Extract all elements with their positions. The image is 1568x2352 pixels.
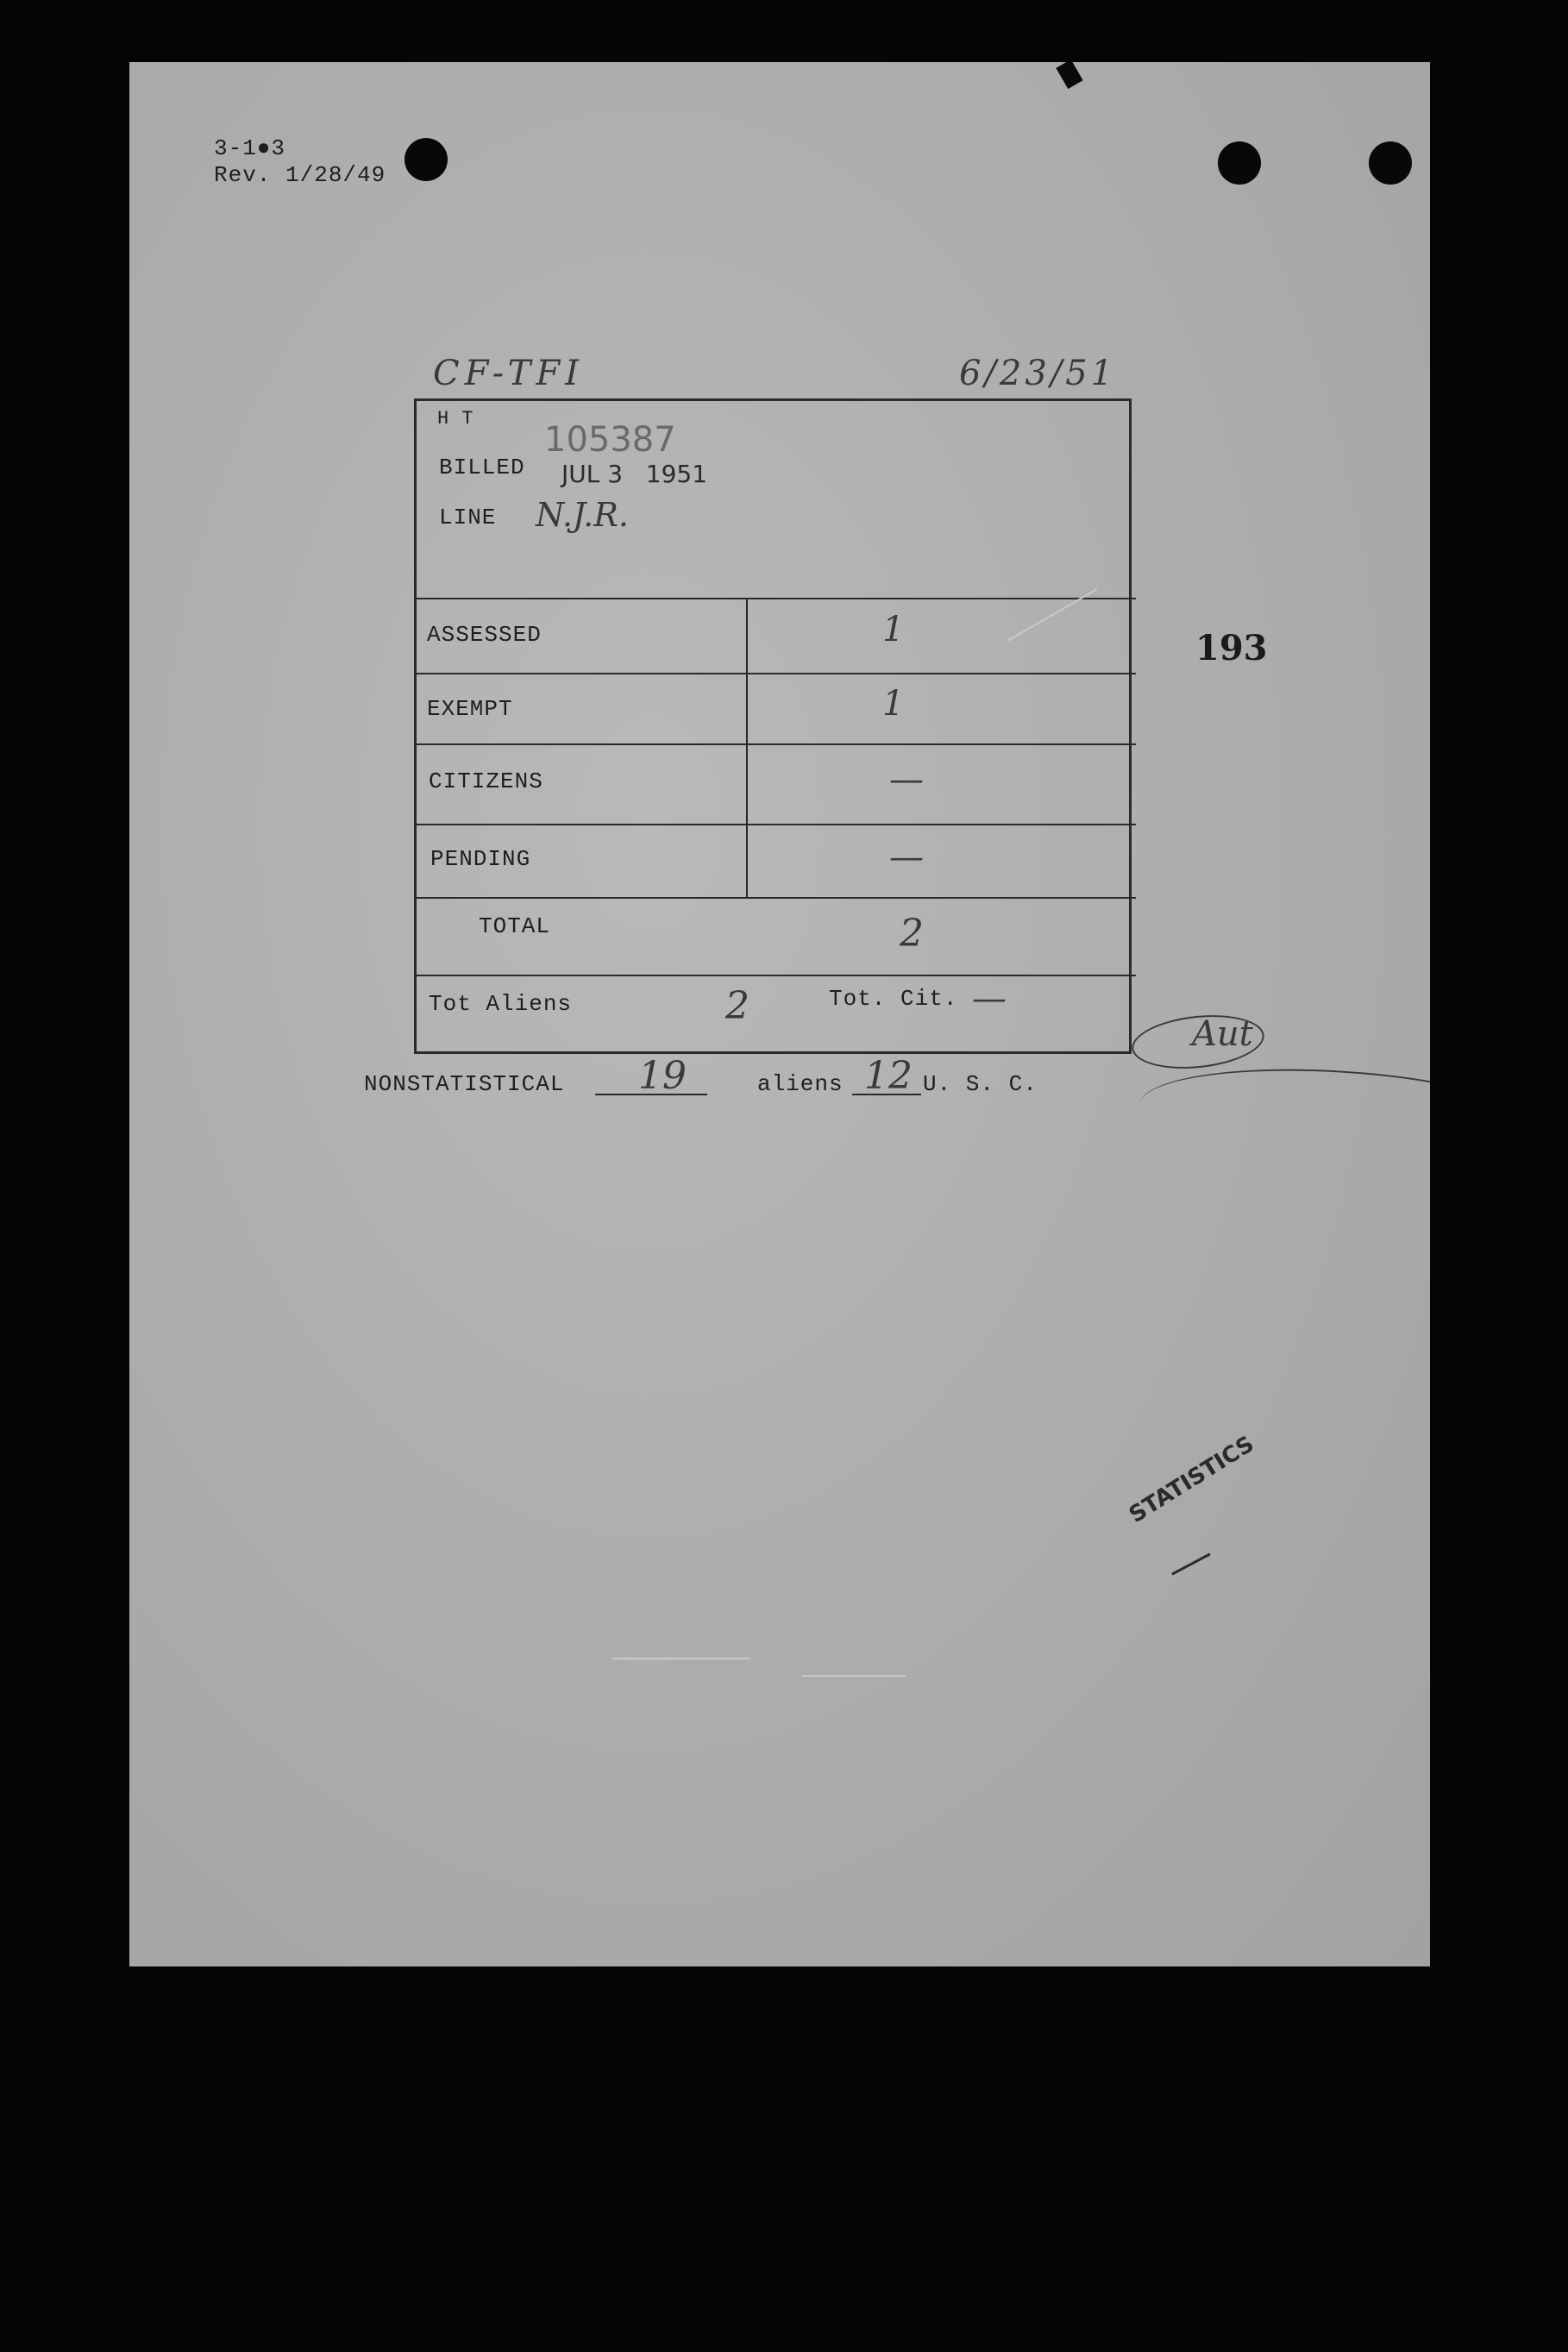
nonstatistical-usc-value: 12 [864, 1054, 913, 1098]
line-value: N.J.R. [536, 496, 629, 534]
handwritten-code: CF-TFI [433, 354, 584, 393]
row-divider [417, 673, 1136, 674]
total-label: TOTAL [479, 913, 551, 939]
exempt-value: 1 [882, 684, 905, 724]
row-divider [417, 975, 1136, 976]
punch-hole [1369, 141, 1412, 185]
pending-value: — [889, 837, 924, 877]
paper-tear [1056, 62, 1082, 89]
nonstatistical-aliens-value: 19 [638, 1054, 687, 1098]
billed-date-stamp: JUL 3 1951 [561, 460, 708, 488]
usc-label: U. S. C. [923, 1071, 1038, 1097]
tot-cit-value: — [972, 979, 1007, 1019]
tot-aliens-label: Tot Aliens [429, 991, 573, 1017]
assessed-label: ASSESSED [427, 622, 542, 648]
assessed-value: 1 [882, 610, 905, 649]
row-divider [417, 743, 1136, 745]
stamp-mark [1171, 1552, 1211, 1575]
tot-cit-label: Tot. Cit. [829, 986, 958, 1012]
line-label: LINE [439, 505, 497, 530]
punch-hole [1218, 141, 1261, 185]
handwritten-date: 6/23/51 [959, 354, 1117, 393]
form-revision: Rev. 1/28/49 [214, 162, 386, 188]
aliens-label: aliens [757, 1071, 844, 1097]
ht-label: H T [437, 408, 474, 430]
document-page [129, 62, 1430, 1966]
row-divider [417, 824, 1136, 825]
exempt-label: EXEMPT [427, 696, 513, 722]
nonstatistical-label: NONSTATISTICAL [364, 1071, 565, 1097]
side-number: 193 [1195, 628, 1268, 668]
total-value: 2 [900, 912, 924, 956]
initials: Aut [1192, 1014, 1253, 1054]
paper-mark [612, 1658, 750, 1659]
column-divider [746, 598, 748, 897]
statistics-stamp: STATISTICS [1125, 1431, 1259, 1528]
row-divider [417, 598, 1136, 599]
billed-label: BILLED [439, 455, 525, 480]
pen-stroke [1136, 1057, 1430, 1182]
statistics-form [414, 398, 1132, 1054]
tot-aliens-value: 2 [725, 984, 750, 1028]
form-number: 3-1●3 [214, 135, 286, 161]
paper-mark [802, 1675, 906, 1677]
pending-label: PENDING [430, 846, 531, 872]
punch-hole [405, 138, 448, 181]
ht-number: 105387 [544, 420, 676, 460]
citizens-label: CITIZENS [429, 768, 543, 794]
row-divider [417, 897, 1136, 899]
citizens-value: — [889, 760, 924, 800]
